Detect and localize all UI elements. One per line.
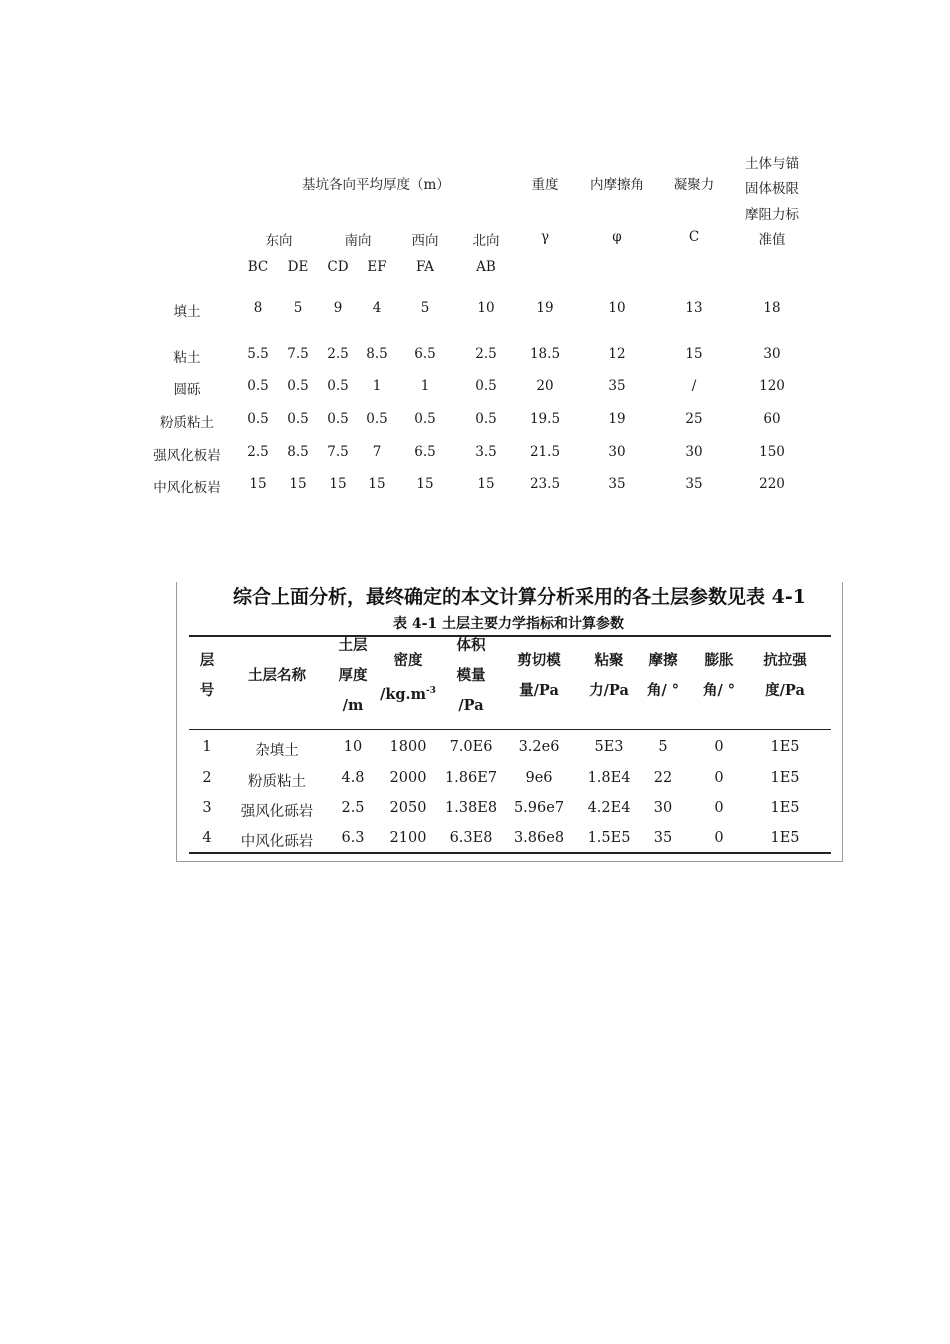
scan-table-cell: 5: [658, 739, 668, 755]
table-cell: 23.5: [529, 476, 561, 492]
scan-table-cell: 1.8E4: [587, 770, 631, 786]
table-cell: 1: [372, 378, 382, 394]
scan-table-cell: 0: [714, 830, 724, 846]
table-cell: 10: [477, 300, 495, 316]
direction-west: 西向: [411, 233, 439, 249]
row-layer-name: 中风化板岩: [153, 480, 221, 496]
table-cell: 1: [420, 378, 430, 394]
scan-header-cell: 度/Pa: [765, 682, 805, 699]
density-header-line: [380, 676, 436, 710]
scan-table-cell: 2050: [389, 800, 427, 816]
table-cell: 7.5: [327, 444, 349, 460]
table-cell: 12: [608, 346, 626, 362]
table-cell: 18.5: [529, 346, 561, 362]
table-cell: /: [691, 378, 697, 394]
table-cell: 0.5: [475, 378, 497, 394]
scan-table-cell: 3.86e8: [513, 830, 565, 846]
table-cell: 2.5: [247, 444, 269, 460]
last-col-line-4: 准值: [758, 232, 786, 248]
table-cell: 60: [763, 411, 781, 427]
table-cell: 5.5: [247, 346, 269, 362]
scan-header-cell: 模量: [456, 667, 486, 684]
table-cell: 19: [536, 300, 554, 316]
table-cell: 8.5: [366, 346, 388, 362]
table-cell: 15: [368, 476, 386, 492]
table-cell: 15: [685, 346, 703, 362]
table-cell: 0.5: [247, 378, 269, 394]
scan-table-cell: 1.38E8: [444, 800, 498, 816]
table-cell: 120: [759, 378, 785, 394]
table-cell: 8: [253, 300, 263, 316]
scan-table-cell: 1E5: [770, 800, 800, 816]
table-cell: 21.5: [529, 444, 561, 460]
table-cell: 35: [685, 476, 703, 492]
scan-table-cell: 1: [202, 739, 212, 755]
table-cell: 35: [608, 476, 626, 492]
last-col-line-2: 固体极限: [745, 181, 799, 197]
scan-header-cell: 层: [199, 652, 215, 669]
table-cell: 5: [293, 300, 303, 316]
scan-header-cell: 体积: [456, 637, 486, 654]
row-layer-name: 粘土: [173, 350, 201, 366]
side-label: AB: [476, 259, 496, 275]
scan-table-cell: 6.3E8: [449, 830, 493, 846]
last-col-line-1: 土体与锚: [745, 156, 799, 172]
group-header: 基坑各向平均厚度（m）: [302, 177, 450, 193]
scan-header-cell: /Pa: [458, 697, 484, 714]
scan-table-cell: 1E5: [770, 770, 800, 786]
scan-table-cell: 3.2e6: [518, 739, 560, 755]
direction-east: 东向: [265, 233, 293, 249]
table-cell: 19.5: [529, 411, 561, 427]
table-cell: 30: [685, 444, 703, 460]
side-label: FA: [416, 259, 434, 275]
table-cell: 8.5: [287, 444, 309, 460]
row-layer-name: 粉质粘土: [160, 415, 214, 431]
row-layer-name: 填土: [173, 304, 201, 320]
table-cell: 5: [420, 300, 430, 316]
scan-header-cell: 厚度: [338, 667, 368, 684]
scan-header-cell: 摩擦: [648, 652, 678, 669]
table-cell: 0.5: [287, 411, 309, 427]
table-cell: 6.5: [414, 346, 436, 362]
scan-table-cell: 1.86E7: [444, 770, 498, 786]
scan-table-cell: 2100: [389, 830, 427, 846]
table-cell: 0.5: [414, 411, 436, 427]
prop-symbol-phi: φ: [612, 229, 622, 245]
scan-header-cell: 土层名称: [248, 667, 306, 684]
side-label: DE: [287, 259, 309, 275]
scan-intro-text: 综合上面分析，最终确定的本文计算分析采用的各土层参数见表 4-1: [233, 586, 806, 608]
table-cell: 10: [608, 300, 626, 316]
scan-header-cell: 膨胀: [704, 652, 734, 669]
scan-table-cell: 1E5: [770, 739, 800, 755]
table-cell: 18: [763, 300, 781, 316]
scan-table-cell: 5E3: [594, 739, 624, 755]
density-exponent: -3: [425, 686, 436, 696]
table-cell: 2.5: [475, 346, 497, 362]
scan-table-cell: 1800: [389, 739, 427, 755]
scan-caption: 表 4-1 土层主要力学指标和计算参数: [393, 616, 625, 632]
scan-table-cell: 9e6: [525, 770, 553, 786]
table-cell: 3.5: [475, 444, 497, 460]
table-cell: 15: [477, 476, 495, 492]
top-rule: [189, 635, 831, 637]
table-cell: 4: [372, 300, 382, 316]
scan-table-cell: 5.96e7: [513, 800, 565, 816]
scan-table-cell: 粉质粘土: [248, 774, 306, 790]
table-cell: 0.5: [327, 378, 349, 394]
table-cell: 2.5: [327, 346, 349, 362]
bottom-rule: [189, 852, 831, 854]
scan-table-cell: 0: [714, 739, 724, 755]
row-layer-name: 圆砾: [173, 382, 201, 398]
scan-table-cell: 4.2E4: [587, 800, 631, 816]
scan-table-cell: 3: [202, 800, 212, 816]
table-cell: 15: [416, 476, 434, 492]
table-cell: 15: [289, 476, 307, 492]
direction-south: 南向: [344, 233, 372, 249]
table-cell: 20: [536, 378, 554, 394]
scan-table-cell: 2.5: [341, 800, 365, 816]
side-label: CD: [327, 259, 349, 275]
scan-table-cell: 6.3: [341, 830, 365, 846]
table-cell: 30: [608, 444, 626, 460]
scan-header-cell: 角/ °: [702, 682, 736, 699]
table-cell: 30: [763, 346, 781, 362]
scan-header-cell: 抗拉强: [763, 652, 807, 669]
scan-table-cell: 杂填土: [255, 743, 299, 759]
table-cell: 35: [608, 378, 626, 394]
scan-table-cell: 4.8: [341, 770, 365, 786]
prop-symbol-gamma: γ: [540, 229, 550, 245]
scan-table-cell: 4: [202, 830, 212, 846]
scan-header-cell: 号: [199, 682, 215, 699]
scan-table-cell: 7.0E6: [449, 739, 493, 755]
scan-header-cell: 角/ °: [646, 682, 680, 699]
scan-header-cell: 量/Pa: [519, 682, 559, 699]
table-cell: 150: [759, 444, 785, 460]
header-rule: [189, 729, 831, 730]
scan-header-cell: 粘聚: [594, 652, 624, 669]
scan-table-cell: 10: [343, 739, 363, 755]
scan-table-cell: 2000: [389, 770, 427, 786]
prop-label-cohesion: 凝聚力: [673, 177, 715, 193]
side-label: EF: [367, 259, 387, 275]
table-cell: 0.5: [475, 411, 497, 427]
table-cell: 0.5: [287, 378, 309, 394]
table-cell: 0.5: [366, 411, 388, 427]
scan-table-cell: 中风化砾岩: [240, 834, 314, 850]
table-cell: 25: [685, 411, 703, 427]
table-cell: 6.5: [414, 444, 436, 460]
table-cell: 0.5: [247, 411, 269, 427]
table-cell: 15: [329, 476, 347, 492]
table-cell: 7.5: [287, 346, 309, 362]
scan-header-cell: 剪切模: [517, 652, 561, 669]
table-cell: 13: [685, 300, 703, 316]
scan-header-cell: 土层: [338, 637, 368, 654]
scanned-table-image: [176, 582, 843, 862]
side-label: BC: [247, 259, 269, 275]
direction-north: 北向: [472, 233, 500, 249]
prop-label-weight: 重度: [531, 177, 559, 193]
scan-table-cell: 30: [653, 800, 673, 816]
table-cell: 7: [372, 444, 382, 460]
scan-header-cell: /m: [342, 697, 364, 714]
scan-header-cell: 密度: [393, 652, 423, 669]
scan-table-cell: 1E5: [770, 830, 800, 846]
table-cell: 220: [759, 476, 785, 492]
scan-table-cell: 0: [714, 800, 724, 816]
scan-header-cell: /kg.m: [380, 685, 426, 703]
scan-table-cell: 0: [714, 770, 724, 786]
scan-header-cell: 力/Pa: [589, 682, 629, 699]
scan-table-cell: 2: [202, 770, 212, 786]
scan-table-cell: 1.5E5: [587, 830, 631, 846]
table-cell: 9: [333, 300, 343, 316]
scan-table-cell: 35: [653, 830, 673, 846]
table-cell: 0.5: [327, 411, 349, 427]
prop-label-friction: 内摩擦角: [590, 177, 644, 193]
table-cell: 15: [249, 476, 267, 492]
row-layer-name: 强风化板岩: [153, 448, 221, 464]
scan-table-cell: 强风化砾岩: [240, 804, 314, 820]
last-col-line-3: 摩阻力标: [745, 207, 799, 223]
scan-table-cell: 22: [653, 770, 673, 786]
prop-symbol-c: C: [688, 229, 700, 245]
table-cell: 19: [608, 411, 626, 427]
